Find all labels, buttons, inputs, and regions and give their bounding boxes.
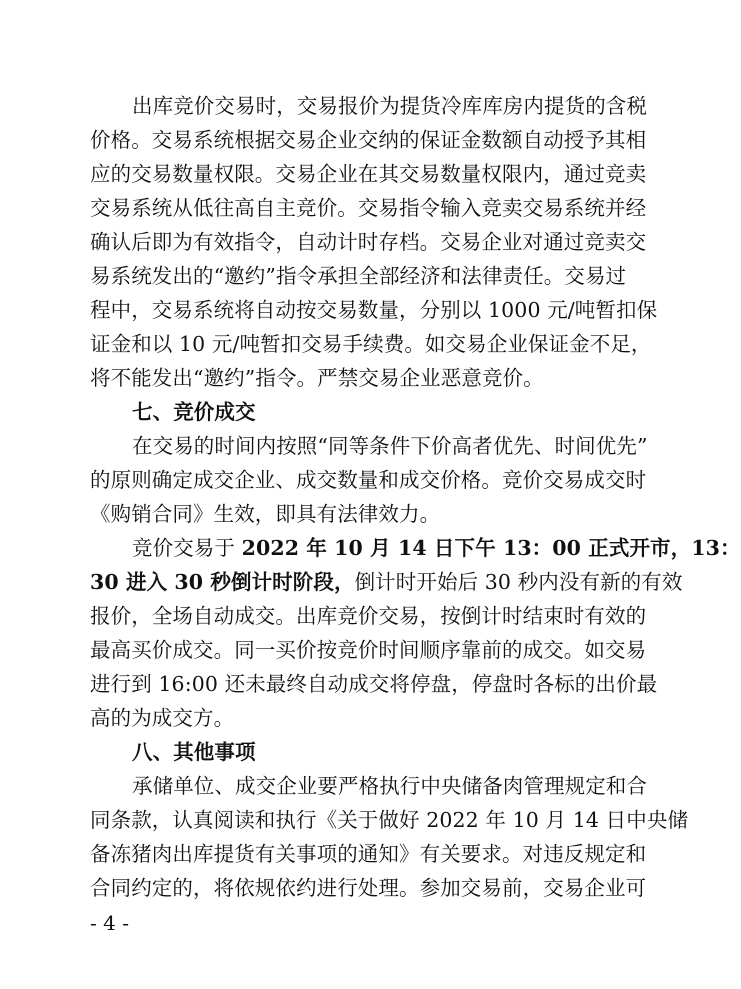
body-line: 最高买价成交。同一买价按竞价时间顺序靠前的成交。如交易 (90, 638, 647, 662)
body-line-mixed (132, 531, 741, 565)
body-line: 备冻猪肉出库提货有关事项的通知》有关要求。对违反规定和 (90, 842, 647, 866)
section-heading-eight: 八、其他事项 (132, 740, 256, 764)
body-line: 的原则确定成交企业、成交数量和成交价格。竞价交易成交时 (90, 468, 647, 492)
body-line-suffix: 倒计时开始后 30 秒内没有新的有效 (354, 570, 683, 594)
bold-countdown-phrase: 30 进入 30 秒倒计时阶段， (90, 570, 355, 594)
body-line: 证金和以 10 元/吨暂扣交易手续费。如交易企业保证金不足， (90, 332, 652, 356)
body-line: 承储单位、成交企业要严格执行中央储备肉管理规定和合 (132, 774, 647, 798)
body-line: 程中，交易系统将自动按交易数量，分别以 1000 元/吨暂扣保 (90, 298, 658, 322)
body-line: 将不能发出“邀约”指令。严禁交易企业恶意竞价。 (90, 366, 544, 390)
body-line: 《购销合同》生效，即具有法律效力。 (90, 502, 441, 526)
body-line: 应的交易数量权限。交易企业在其交易数量权限内，通过竞卖 (90, 162, 647, 186)
body-line: 价格。交易系统根据交易企业交纳的保证金数额自动授予其相 (90, 128, 647, 152)
body-line: 进行到 16:00 还未最终自动成交将停盘，停盘时各标的出价最 (90, 672, 658, 696)
section-heading-seven: 七、竞价成交 (132, 400, 256, 424)
body-line-prefix: 竞价交易于 (132, 536, 242, 560)
body-line: 易系统发出的“邀约”指令承担全部经济和法律责任。交易过 (90, 264, 627, 288)
body-line: 同条款，认真阅读和执行《关于做好 2022 年 10 月 14 日中央储 (90, 808, 689, 832)
body-line: 在交易的时间内按照“同等条件下价高者优先、时间优先” (132, 434, 648, 458)
page-number: - 4 - (90, 911, 129, 935)
body-line: 交易系统从低往高自主竞价。交易指令输入竞卖交易系统并经 (90, 196, 647, 220)
bold-time-phrase: 2022 年 10 月 14 日下午 13：00 正式开市，13： (241, 536, 741, 560)
body-line: 出库竞价交易时，交易报价为提货冷库库房内提货的含税 (132, 94, 647, 118)
body-line: 高的为成交方。 (90, 706, 235, 730)
body-line: 合同约定的，将依规依约进行处理。参加交易前，交易企业可 (90, 876, 647, 900)
body-line-mixed (90, 565, 683, 599)
body-line: 报价，全场自动成交。出库竞价交易，按倒计时结束时有效的 (90, 604, 647, 628)
body-line: 确认后即为有效指令，自动计时存档。交易企业对通过竞卖交 (90, 230, 647, 254)
